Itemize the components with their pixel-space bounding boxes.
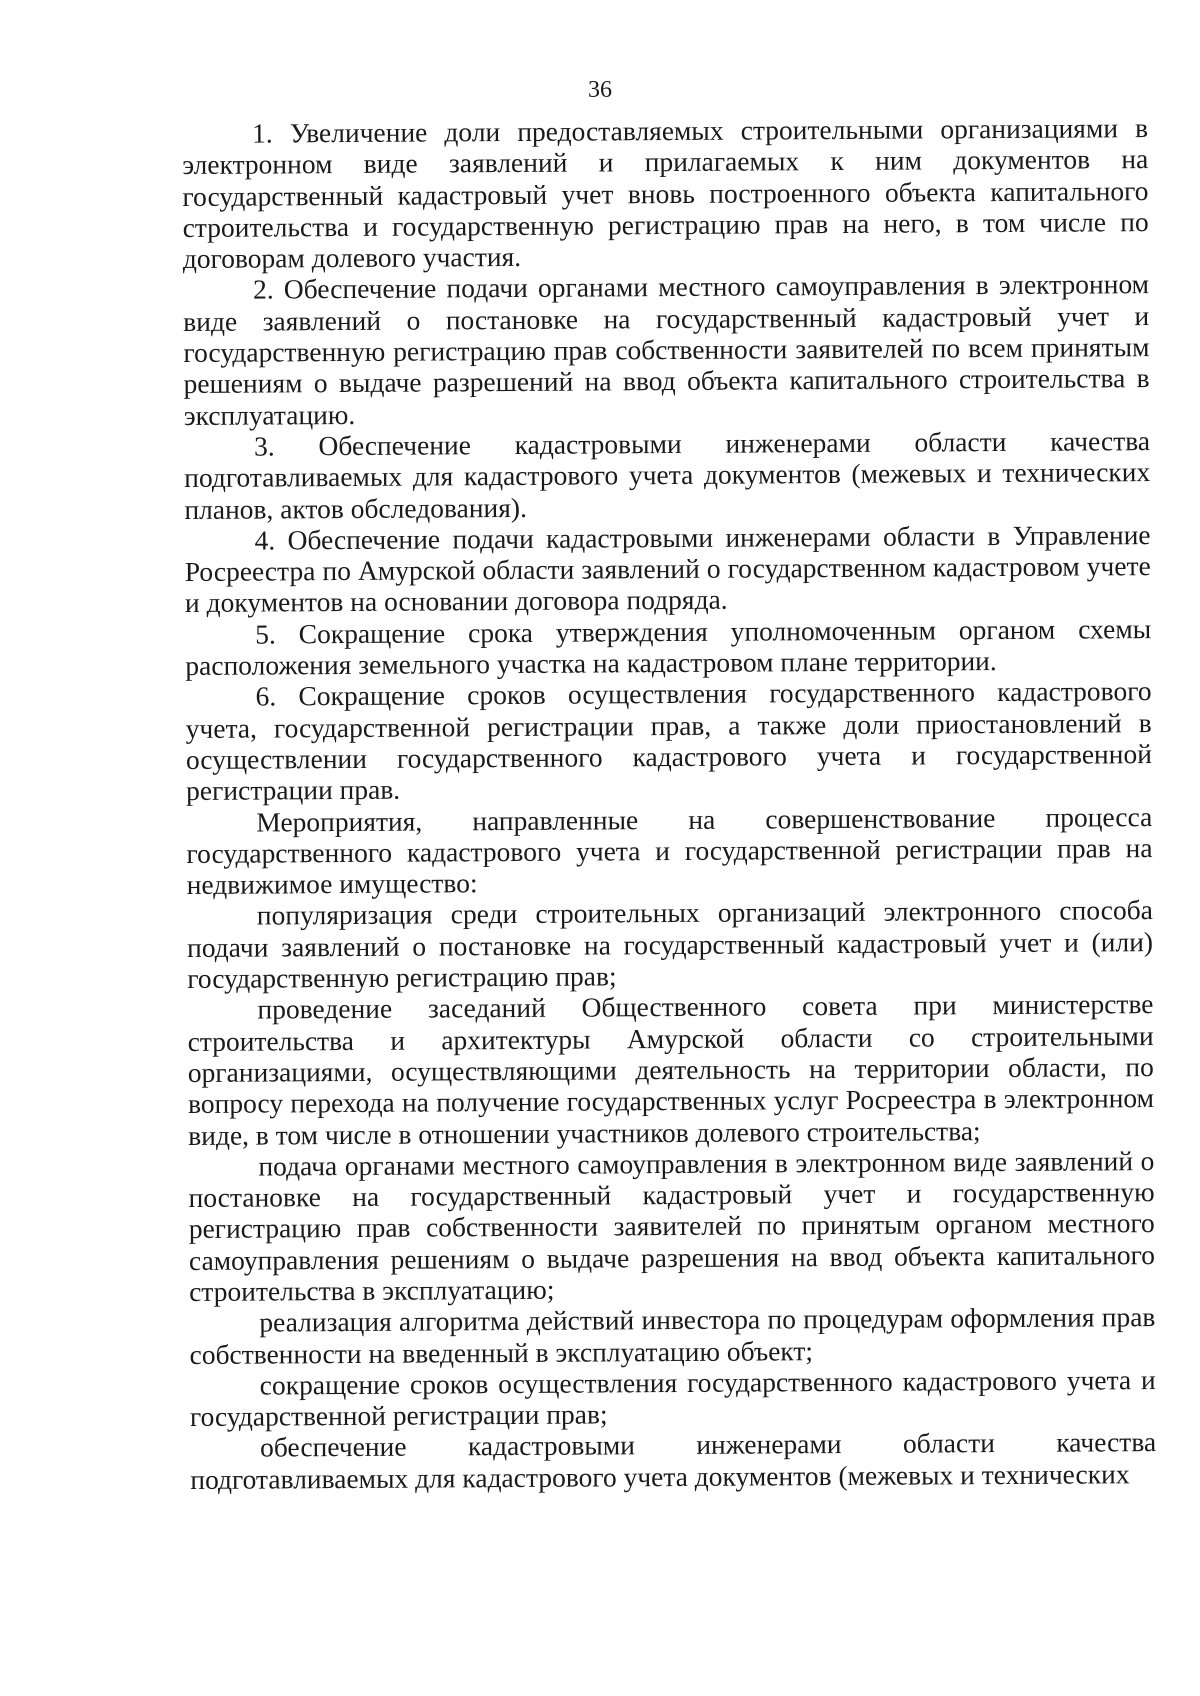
measures-intro-paragraph: Мероприятия, направленные на совершенствование процесса государственного кадастрового учета и государственной регистрации прав на недвижимое имущество:	[186, 800, 1153, 901]
paragraph-item-6: 6. Сокращение сроков осуществления государственного кадастрового учета, государственной регистрации прав, а также доли приостановлений в осуществлении государственного кадастрового учета и государственной регистрации прав.	[185, 675, 1152, 807]
measure-engineer-quality: обеспечение кадастровыми инженерами области качества подготавливаемых для кадастрового учета документов (межевых и технических	[190, 1426, 1157, 1495]
page-number: 36	[588, 77, 612, 103]
document-body	[182, 112, 1156, 1495]
measure-investor-algorithm: реализация алгоритма действий инвестора по процедурам оформления прав собственности на введенный в эксплуатацию объект;	[189, 1301, 1156, 1370]
measure-reduce-terms: сокращение сроков осуществления государственного кадастрового учета и государственной регистрации прав;	[189, 1363, 1156, 1433]
paragraph-item-5: 5. Сокращение срока утверждения уполномоченным органом схемы расположения земельного участка на кадастровом плане территории.	[185, 612, 1152, 682]
paragraph-item-1: 1. Увеличение доли предоставляемых строительными организациями в электронном виде заявлений и прилагаемых к ним документов на государственный кадастровый учет вновь построенного объекта капитального строительства и государственную регистрацию прав на него, в том числе по договорам долевого участия.	[182, 112, 1149, 275]
paragraph-item-4: 4. Обеспечение подачи кадастровыми инженерами области в Управление Росреестра по Амурской области заявлений о государственном кадастровом учете и документов на основании договора подряда.	[184, 518, 1151, 619]
measure-local-government-filing: подача органами местного самоуправления в электронном виде заявлений о постановке на государственный кадастровый учет и государственную регистрацию прав собственности заявителей по принятым органом местного самоуправления решениям о выдаче разрешения на ввод объекта капитального строительства в эксплуатацию;	[188, 1144, 1156, 1307]
paragraph-item-3: 3. Обеспечение кадастровыми инженерами области качества подготавливаемых для кадастрового учета документов (межевых и технических планов, актов обследования).	[184, 425, 1151, 525]
measure-council-meetings: проведение заседаний Общественного совета при министерстве строительства и архитектуры Амурской области со строительными организациями, осуществляющими деятельность на территории области, по вопросу перехода на получение государственных услуг Росреестра в электронном виде, в том числе в отношении участников долевого строительства;	[187, 988, 1155, 1151]
measure-popularization: популяризация среди строительных организаций электронного способа подачи заявлений о постановке на государственный кадастровый учет и (или) государственную регистрацию прав;	[186, 894, 1154, 994]
paragraph-item-2: 2. Обеспечение подачи органами местного самоуправления в электронном виде заявлений о постановке на государственный кадастровый учет и государственную регистрацию прав собственности заявителей по всем принятым решениям о выдаче разрешений на ввод объекта капитального строительства в эксплуатацию.	[183, 268, 1150, 431]
